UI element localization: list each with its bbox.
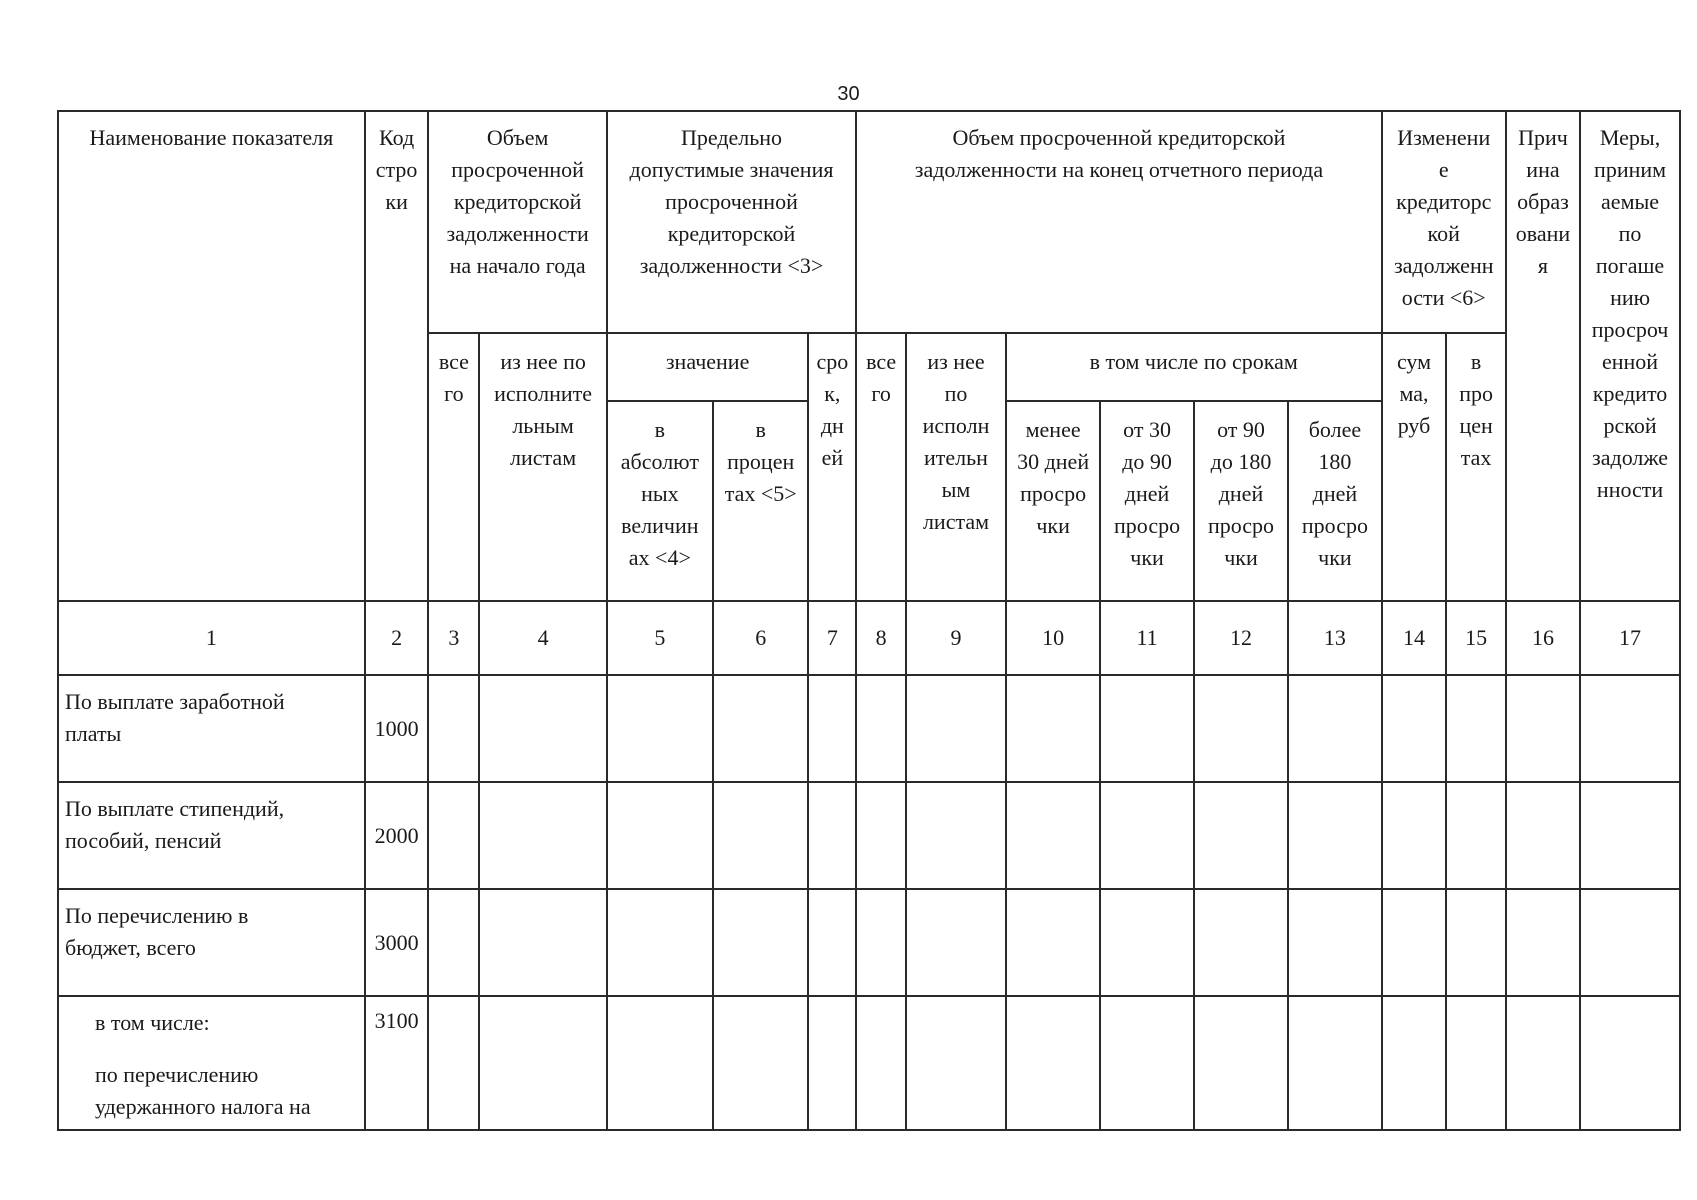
column-number: 11: [1100, 601, 1193, 675]
data-cell: [1100, 889, 1193, 996]
data-cell: [607, 889, 713, 996]
data-cell: [1580, 782, 1680, 889]
column-number: 3: [428, 601, 479, 675]
data-cell: [428, 675, 479, 782]
header-enforcement-end: из нее по исполн ительн ым листам: [906, 333, 1006, 601]
table-row: [58, 675, 1680, 782]
row-name-prefix: в том числе:: [95, 1010, 210, 1035]
data-cell: [906, 675, 1006, 782]
data-cell: [1194, 782, 1288, 889]
row-name: По выплате стипендий, пособий, пенсий: [58, 782, 365, 889]
data-cell: [1580, 996, 1680, 1130]
data-cell: [856, 675, 906, 782]
data-cell: [856, 889, 906, 996]
data-cell: [808, 782, 856, 889]
data-cell: [1100, 996, 1193, 1130]
data-cell: [1006, 996, 1100, 1130]
column-number: 4: [479, 601, 606, 675]
data-cell: [1506, 889, 1580, 996]
header-30-90-days: от 30 до 90 дней просро чки: [1100, 401, 1193, 601]
header-indicator-name: Наименование показателя: [58, 111, 365, 601]
data-cell: [1006, 675, 1100, 782]
data-cell: [1006, 889, 1100, 996]
data-cell: [607, 782, 713, 889]
row-name-detail: по перечислению удержанного налога на: [95, 1062, 311, 1119]
data-cell: [479, 782, 606, 889]
row-code: 2000: [365, 782, 429, 889]
row-code: 3100: [365, 996, 429, 1130]
data-cell: [1006, 782, 1100, 889]
data-cell: [607, 675, 713, 782]
report-table: [57, 110, 1681, 1131]
data-cell: [428, 996, 479, 1130]
header-row-code: Код стро ки: [365, 111, 429, 601]
header-limit-percent: в процен тах <5>: [713, 401, 809, 601]
header-more-180-days: более 180 дней просро чки: [1288, 401, 1381, 601]
data-cell: [1580, 889, 1680, 996]
header-total-start: все го: [428, 333, 479, 601]
data-cell: [1446, 889, 1505, 996]
column-number: 5: [607, 601, 713, 675]
data-cell: [1382, 889, 1447, 996]
column-number: 14: [1382, 601, 1447, 675]
header-limits: Предельно допустимые значения просроченной кредиторской задолженности <3>: [607, 111, 856, 333]
data-cell: [1382, 675, 1447, 782]
column-number: 7: [808, 601, 856, 675]
header-change-sum: сум ма, руб: [1382, 333, 1447, 601]
column-number: 15: [1446, 601, 1505, 675]
data-cell: [1288, 996, 1381, 1130]
column-number: 10: [1006, 601, 1100, 675]
data-cell: [1100, 782, 1193, 889]
header-change: Изменени е кредиторс кой задолженн ости <6>: [1382, 111, 1506, 333]
table-row: [58, 889, 1680, 996]
row-name: [58, 996, 365, 1130]
column-number: 2: [365, 601, 429, 675]
data-cell: [1288, 675, 1381, 782]
data-cell: [1194, 675, 1288, 782]
data-cell: [1506, 782, 1580, 889]
header-volume-start: Объем просроченной кредиторской задолженности на начало года: [428, 111, 606, 333]
column-number: 12: [1194, 601, 1288, 675]
data-cell: [1580, 675, 1680, 782]
data-cell: [856, 996, 906, 1130]
data-cell: [713, 889, 809, 996]
data-cell: [808, 675, 856, 782]
data-cell: [428, 889, 479, 996]
data-cell: [906, 889, 1006, 996]
column-number: 8: [856, 601, 906, 675]
header-change-percent: в про цен тах: [1446, 333, 1505, 601]
header-term-days: сро к, дн ей: [808, 333, 856, 601]
header-less-30-days: менее 30 дней просро чки: [1006, 401, 1100, 601]
data-cell: [479, 675, 606, 782]
header-enforcement-start: из нее по исполните льным листам: [479, 333, 606, 601]
row-code: 3000: [365, 889, 429, 996]
data-cell: [906, 782, 1006, 889]
row-code: 1000: [365, 675, 429, 782]
data-cell: [1194, 996, 1288, 1130]
data-cell: [1288, 889, 1381, 996]
table-row: [58, 996, 1680, 1130]
data-cell: [808, 889, 856, 996]
column-number-row: [58, 601, 1680, 675]
column-number: 6: [713, 601, 809, 675]
data-cell: [428, 782, 479, 889]
header-by-terms: в том числе по срокам: [1006, 333, 1382, 401]
data-cell: [713, 996, 809, 1130]
data-cell: [1506, 996, 1580, 1130]
data-cell: [1506, 675, 1580, 782]
data-cell: [607, 996, 713, 1130]
data-cell: [808, 996, 856, 1130]
row-name: По перечислению в бюджет, всего: [58, 889, 365, 996]
data-cell: [713, 675, 809, 782]
row-name: По выплате заработной платы: [58, 675, 365, 782]
header-measures: Меры, приним аемые по погаше нию просроч енной кредито рской задолже нности: [1580, 111, 1680, 601]
header-reason: Прич ина образ овани я: [1506, 111, 1580, 601]
data-cell: [713, 782, 809, 889]
data-cell: [906, 996, 1006, 1130]
data-cell: [1446, 675, 1505, 782]
data-cell: [1446, 996, 1505, 1130]
header-value: значение: [607, 333, 809, 401]
header-absolute-values: в абсолют ных величин ах <4>: [607, 401, 713, 601]
data-cell: [1382, 996, 1447, 1130]
data-cell: [1288, 782, 1381, 889]
column-number: 1: [58, 601, 365, 675]
data-cell: [479, 889, 606, 996]
column-number: 17: [1580, 601, 1680, 675]
column-number: 13: [1288, 601, 1381, 675]
column-number: 16: [1506, 601, 1580, 675]
data-cell: [856, 782, 906, 889]
header-total-end: все го: [856, 333, 906, 601]
data-cell: [1446, 782, 1505, 889]
data-cell: [1194, 889, 1288, 996]
data-cell: [479, 996, 606, 1130]
header-row-1: [58, 111, 1680, 333]
header-volume-end: Объем просроченной кредиторской задолженности на конец отчетного периода: [856, 111, 1381, 333]
data-cell: [1100, 675, 1193, 782]
data-cell: [1382, 782, 1447, 889]
table-row: [58, 782, 1680, 889]
column-number: 9: [906, 601, 1006, 675]
page-number: 30: [837, 83, 860, 105]
header-90-180-days: от 90 до 180 дней просро чки: [1194, 401, 1288, 601]
